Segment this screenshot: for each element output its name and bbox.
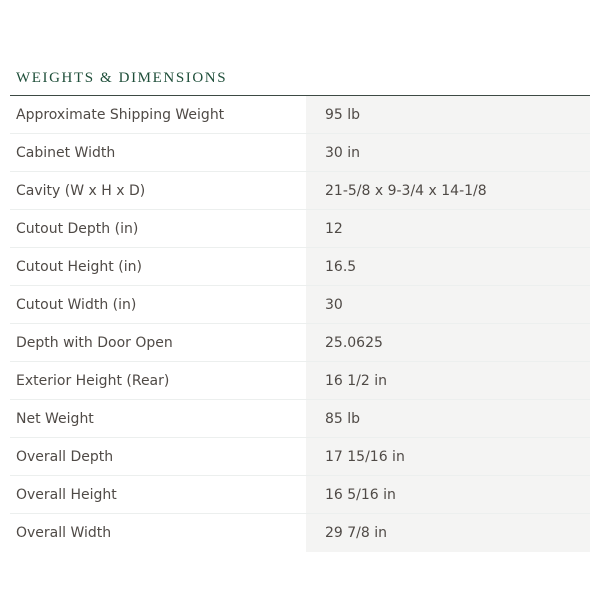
spec-label: Overall Width <box>10 514 306 552</box>
table-row <box>10 134 590 172</box>
spec-value: 30 in <box>306 134 590 171</box>
table-row <box>10 400 590 438</box>
spec-label: Cavity (W x H x D) <box>10 172 306 209</box>
spec-label: Overall Depth <box>10 438 306 475</box>
table-row <box>10 362 590 400</box>
spec-value: 29 7/8 in <box>306 514 590 552</box>
spec-value: 21-5/8 x 9-3/4 x 14-1/8 <box>306 172 590 209</box>
section-title: WEIGHTS & DIMENSIONS <box>16 70 228 86</box>
table-row <box>10 476 590 514</box>
table-row <box>10 96 590 134</box>
spec-label: Net Weight <box>10 400 306 437</box>
table-row <box>10 172 590 210</box>
spec-value: 17 15/16 in <box>306 438 590 475</box>
table-row <box>10 514 590 552</box>
table-row <box>10 210 590 248</box>
spec-value: 16 1/2 in <box>306 362 590 399</box>
spec-value: 95 lb <box>306 96 590 133</box>
table-row <box>10 324 590 362</box>
spec-label: Cutout Depth (in) <box>10 210 306 247</box>
table-row <box>10 438 590 476</box>
spec-value: 12 <box>306 210 590 247</box>
spec-value: 16.5 <box>306 248 590 285</box>
spec-label: Cutout Height (in) <box>10 248 306 285</box>
spec-label: Approximate Shipping Weight <box>10 96 306 133</box>
spec-value: 25.0625 <box>306 324 590 361</box>
spec-label: Overall Height <box>10 476 306 513</box>
specs-table <box>10 96 590 552</box>
table-row <box>10 286 590 324</box>
spec-value: 85 lb <box>306 400 590 437</box>
table-row <box>10 248 590 286</box>
spec-value: 30 <box>306 286 590 323</box>
spec-label: Exterior Height (Rear) <box>10 362 306 399</box>
spec-label: Cabinet Width <box>10 134 306 171</box>
spec-label: Cutout Width (in) <box>10 286 306 323</box>
spec-label: Depth with Door Open <box>10 324 306 361</box>
spec-value: 16 5/16 in <box>306 476 590 513</box>
